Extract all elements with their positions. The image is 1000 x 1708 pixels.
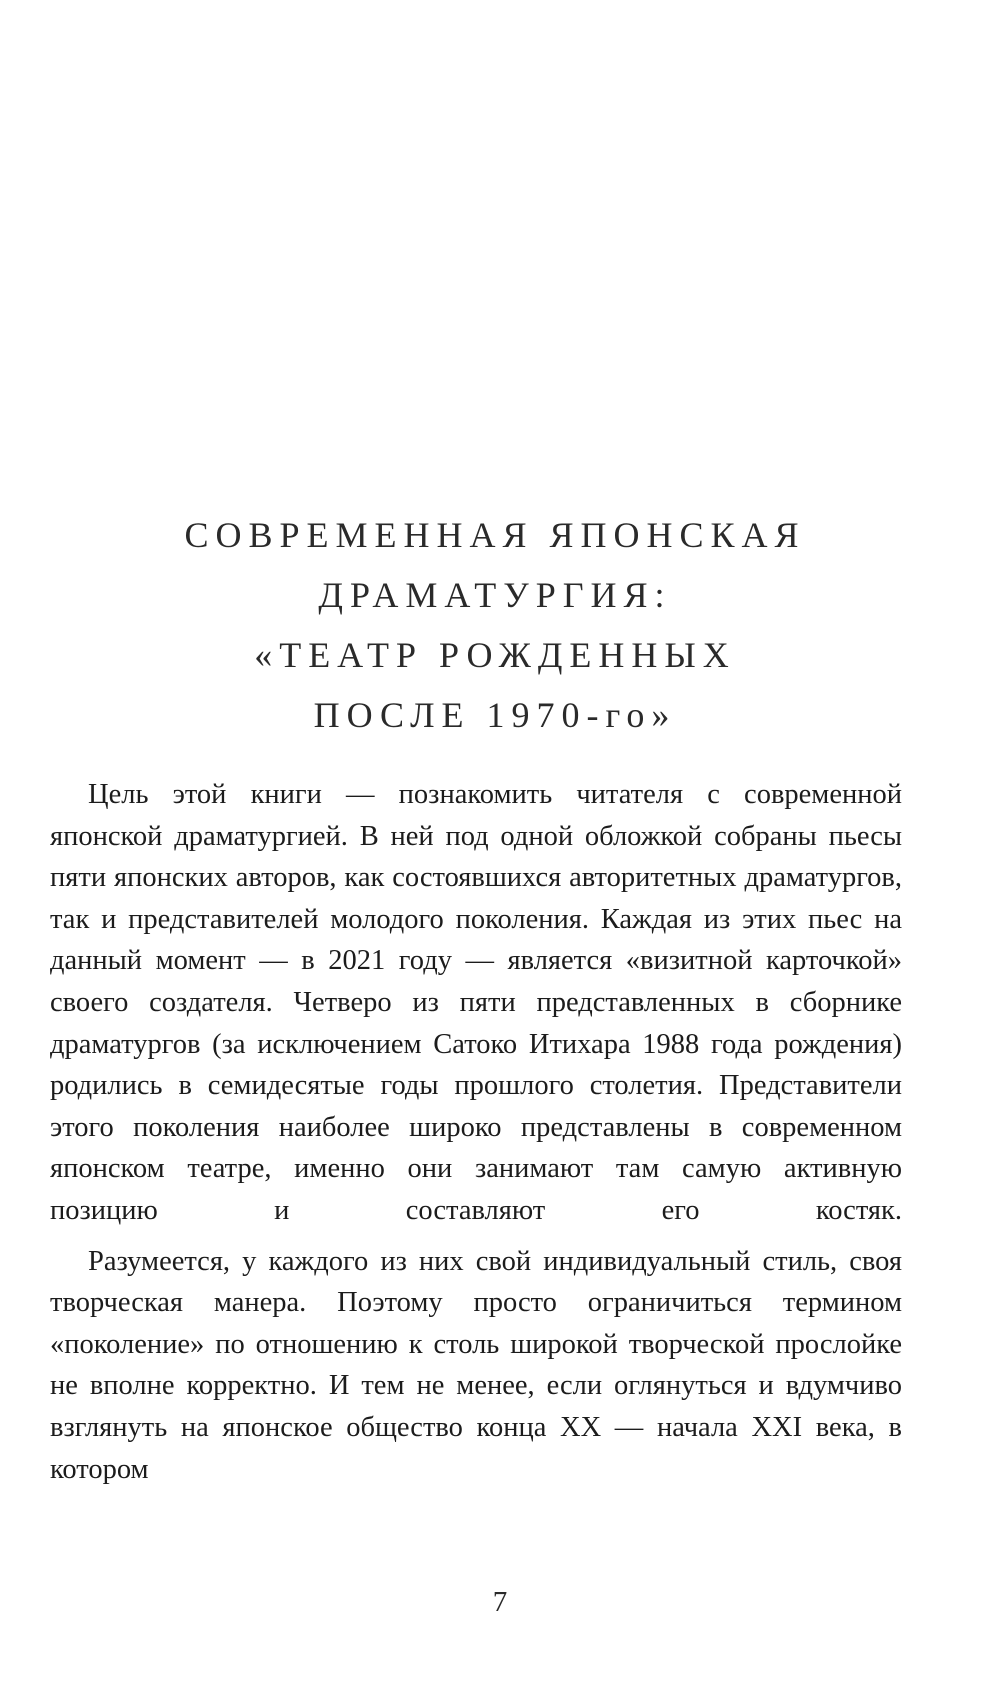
chapter-title-line: ПОСЛЕ 1970-го» [313,695,677,735]
paragraph: Цель этой книги — познакомить читателя с современной японской драматургией. В ней под одной обложкой собраны пьесы пяти японских авторов, как состоявшихся авторитетных драматургов, так и представителей молодого поколения. Каждая из этих пьес на данный момент — в 2021 году — является «визитной карточкой» своего создателя. Четверо из пяти представленных в сборнике драматургов (за исключением Сатоко Итихара 1988 года рождения) родились в семидесятые годы прошлого столетия. Представители этого поколения наиболее широко представлены в современном японском театре, именно они занимают там самую активную позицию и составляют его костяк. [50,779,902,1226]
chapter-title-line: СОВРЕМЕННАЯ ЯПОНСКАЯ [184,515,806,555]
body-text [50,774,902,1490]
chapter-title-line: «ТЕАТР РОЖДЕННЫХ [254,635,736,675]
chapter-title-line: ДРАМАТУРГИЯ: [318,575,672,615]
chapter-title [100,505,890,745]
page-number: 7 [492,1586,508,1618]
paragraph: Разумеется, у каждого из них свой индивидуальный стиль, своя творческая манера. Поэтому просто ограничиться термином «поколение» по отношению к столь широкой творческой прослойке не вполне корректно. И тем не менее, если оглянуться и вдумчиво взглянуть на японское общество конца XX — начала XXI века, в котором [50,1245,902,1485]
